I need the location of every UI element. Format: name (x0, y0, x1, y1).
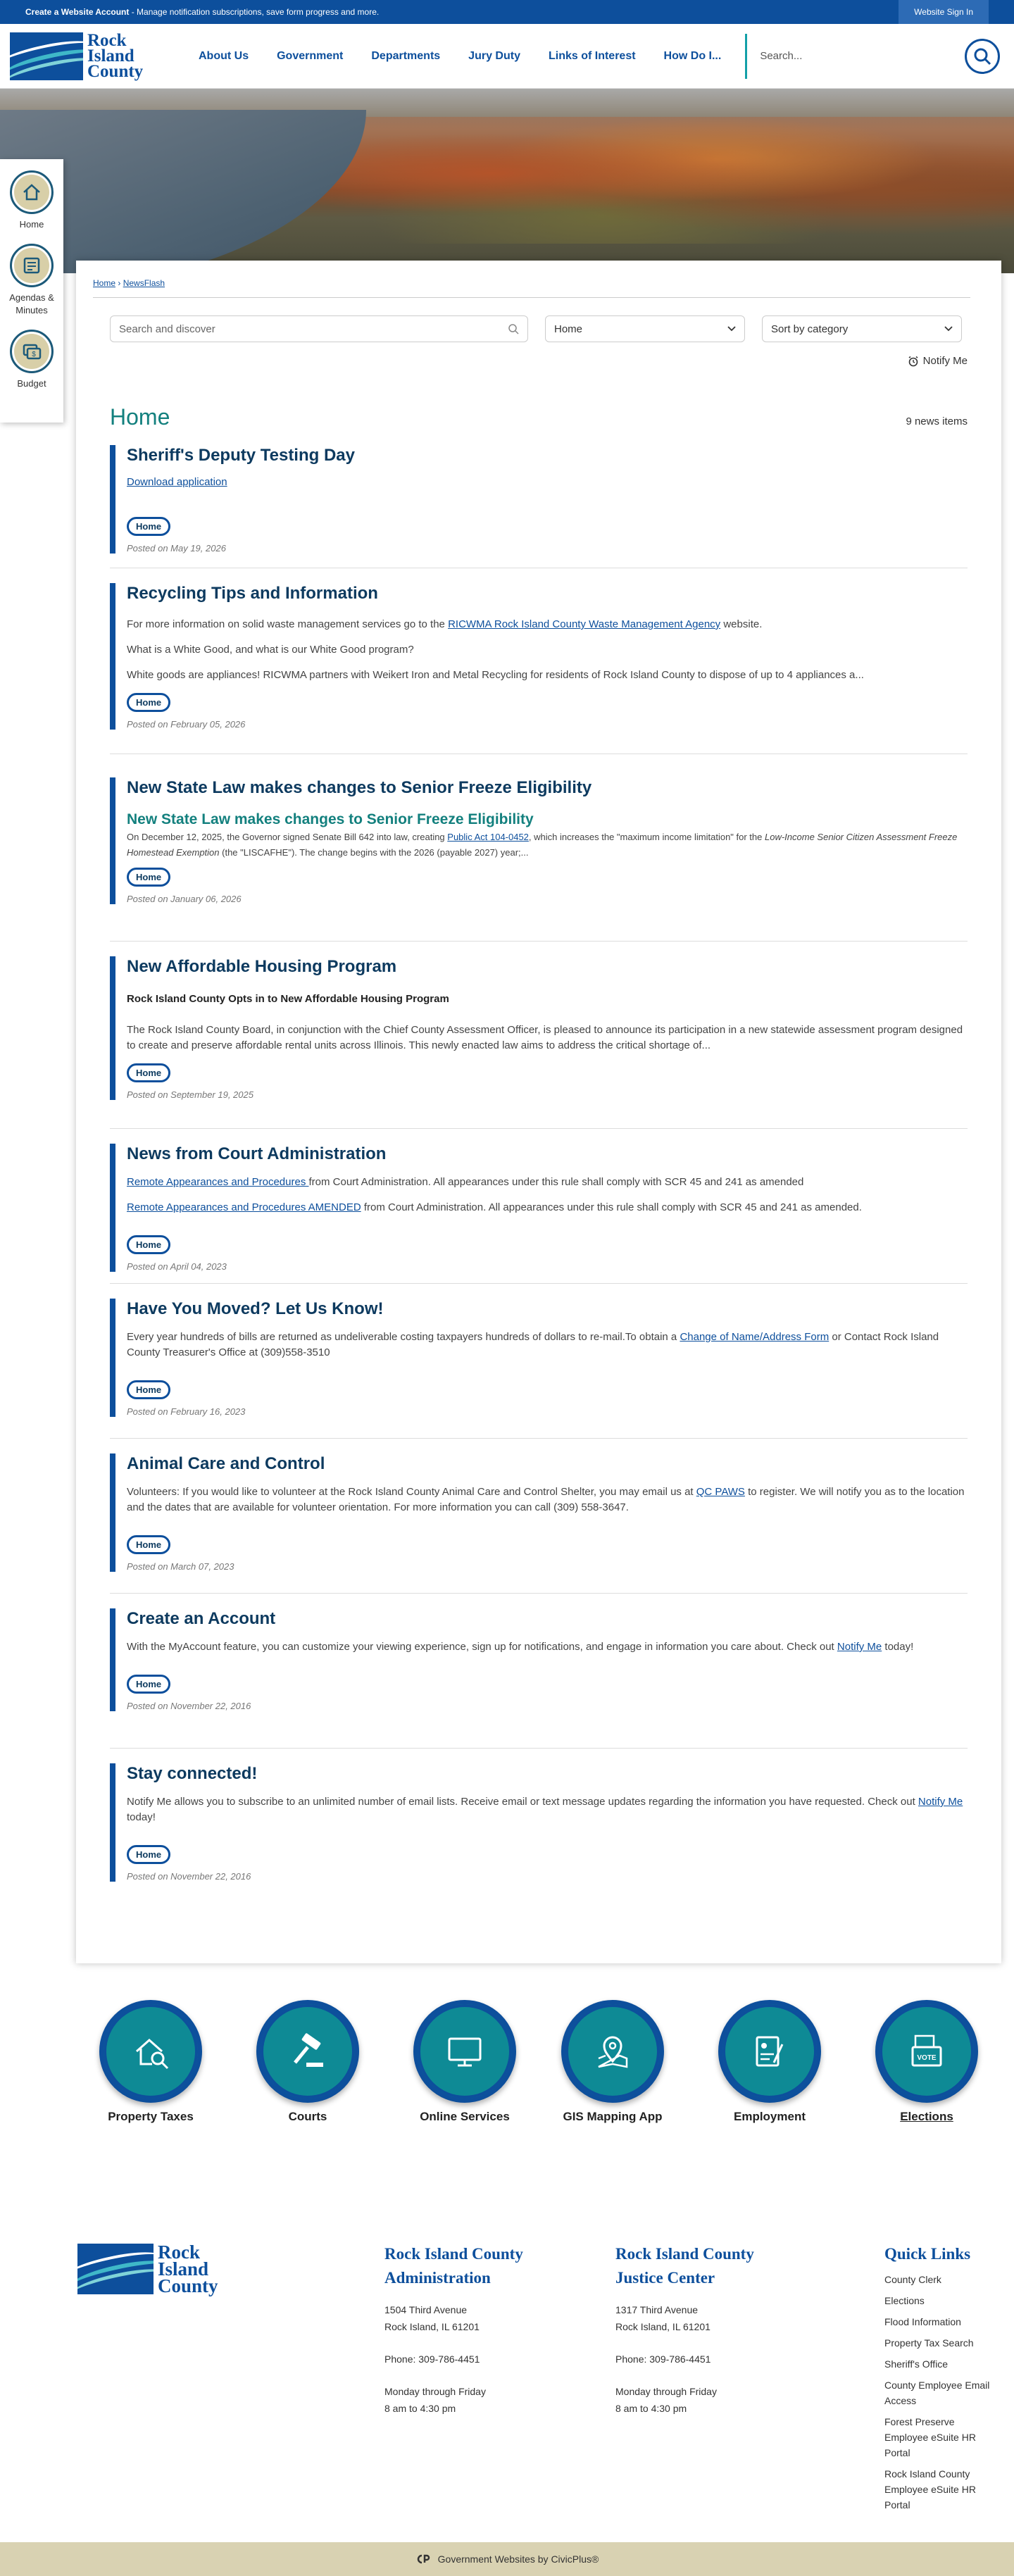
notify-me-link[interactable]: Notify Me (837, 1641, 882, 1653)
category-tag[interactable]: Home (127, 693, 170, 712)
posted-date: Posted on February 05, 2026 (127, 719, 246, 730)
application-icon (749, 2030, 791, 2072)
search-icon (973, 47, 991, 65)
change-of-address-form-link[interactable]: Change of Name/Address Form (680, 1331, 830, 1343)
budget-icon (21, 341, 42, 362)
site-search-button[interactable] (965, 39, 1000, 74)
side-quick-links (0, 159, 63, 423)
big-button-employment[interactable]: Employment (710, 2000, 830, 2124)
news-search-input[interactable]: Search and discover (110, 315, 528, 342)
list-header (110, 404, 968, 430)
news-title[interactable]: Stay connected! (127, 1764, 258, 1783)
category-tag[interactable]: Home (127, 1535, 170, 1554)
big-button-online-services[interactable]: Online Services (405, 2000, 525, 2124)
posted-date: Posted on November 22, 2016 (127, 1701, 251, 1711)
search-icon (508, 323, 519, 334)
nav-links-of-interest[interactable]: Links of Interest (548, 49, 636, 62)
news-title[interactable]: News from Court Administration (127, 1144, 387, 1163)
website-sign-in-button[interactable]: Website Sign In (899, 0, 989, 24)
hero-banner-image (0, 89, 1014, 273)
category-tag[interactable]: Home (127, 1063, 170, 1082)
quick-link-elections[interactable]: Elections (884, 2295, 925, 2306)
nav-divider (745, 34, 747, 79)
footer-admin-contact: Rock Island County Administration 1504 Third Avenue Rock Island, IL 61201 Phone: 309-786-4451 Monday through Friday 8 am to 4:30 pm (384, 2245, 523, 2414)
news-subtitle: New State Law makes changes to Senior Freeze Eligibility (127, 811, 534, 827)
quick-link-flood-information[interactable]: Flood Information (884, 2316, 961, 2327)
remote-appearances-link[interactable]: Remote Appearances and Procedures (127, 1176, 309, 1188)
civicplus-footer (0, 2542, 1014, 2576)
quick-link-property-tax-search[interactable]: Property Tax Search (884, 2337, 974, 2349)
quick-link-county-clerk[interactable]: County Clerk (884, 2274, 941, 2285)
posted-date: Posted on March 07, 2023 (127, 1561, 234, 1572)
big-button-gis-mapping[interactable]: GIS Mapping App (553, 2000, 672, 2124)
footer-logo[interactable] (77, 2244, 218, 2294)
quick-link-forest-preserve-esuite[interactable]: Forest Preserve Employee eSuite HR Portal (884, 2416, 976, 2458)
news-title[interactable]: Sheriff's Deputy Testing Day (127, 446, 355, 465)
download-application-link[interactable]: Download application (127, 476, 227, 488)
house-search-icon (130, 2030, 172, 2072)
news-title[interactable]: Have You Moved? Let Us Know! (127, 1299, 384, 1318)
notify-me-link[interactable]: Notify Me (918, 1796, 963, 1808)
news-item (110, 445, 968, 554)
monitor-icon (444, 2030, 486, 2072)
posted-date: Posted on January 06, 2026 (127, 894, 242, 904)
ricwma-link[interactable]: RICWMA Rock Island County Waste Management Agency (448, 618, 721, 630)
news-item: Stay connected! Notify Me allows you to subscribe to an unlimited number of email lists. Receive email or text message updates regarding the information you have requested. Check out Notify Me today! Home Posted on November 22, 2016 (110, 1763, 968, 1882)
logo-mark-icon (10, 32, 83, 80)
map-pin-icon (592, 2030, 634, 2072)
posted-date: Posted on April 04, 2023 (127, 1261, 227, 1272)
site-logo[interactable] (10, 32, 168, 80)
home-icon (21, 182, 42, 203)
public-act-link[interactable]: Public Act 104-0452 (447, 832, 529, 842)
breadcrumb: Home › NewsFlash (93, 278, 165, 288)
posted-date: Posted on February 16, 2023 (127, 1406, 246, 1417)
big-button-property-taxes[interactable]: Property Taxes (91, 2000, 211, 2124)
category-tag[interactable]: Home (127, 517, 170, 536)
footer-justice-contact: Rock Island County Justice Center 1317 Third Avenue Rock Island, IL 61201 Phone: 309-786-4451 Monday through Friday 8 am to 4:30 pm (615, 2245, 754, 2414)
site-header (0, 24, 1014, 89)
agenda-icon (21, 255, 42, 276)
quick-link-sheriffs-office[interactable]: Sheriff's Office (884, 2358, 949, 2370)
chevron-down-icon (727, 326, 736, 332)
posted-date: Posted on September 19, 2025 (127, 1089, 254, 1100)
news-title[interactable]: Recycling Tips and Information (127, 584, 378, 603)
quick-link-employee-email[interactable]: County Employee Email Access (884, 2380, 990, 2406)
big-buttons-row (0, 2000, 1014, 2141)
main-nav (184, 50, 735, 63)
side-link-budget[interactable]: $ Budget (0, 330, 63, 390)
news-item: Recycling Tips and Information For more information on solid waste management services go to the RICWMA Rock Island County Waste Management Agency website. What is a White Good, and what is our White Good program? White goods are appliances! RICWMA partners with Weikert Iron and Metal Recycling for residents of Rock Island County to dispose of up to 4 appliances a... Home Posted on February 05, 2026 (110, 583, 968, 730)
notify-me-link[interactable]: Notify Me (908, 355, 968, 367)
site-search-input[interactable]: Search... (760, 50, 803, 62)
remote-appearances-amended-link[interactable]: Remote Appearances and Procedures AMENDED (127, 1201, 361, 1213)
chevron-down-icon (944, 326, 953, 332)
page-title: Home (110, 404, 170, 430)
logo-text: Rock Island County (158, 2242, 218, 2296)
news-title[interactable]: New Affordable Housing Program (127, 957, 397, 976)
category-tag[interactable]: Home (127, 1380, 170, 1399)
side-link-home[interactable]: Home (0, 170, 63, 231)
nav-departments[interactable]: Departments (371, 49, 441, 62)
breadcrumb-newsflash[interactable]: NewsFlash (123, 278, 165, 288)
posted-date: Posted on November 22, 2016 (127, 1871, 251, 1882)
news-item: Have You Moved? Let Us Know! Every year hundreds of bills are returned as undeliverable costing taxpayers hundreds of dollars to re-mail.To obtain a Change of Name/Address Form or Contact Rock Island County Treasurer's Office at (309)558-3510 Home Posted on February 16, 2023 (110, 1299, 968, 1417)
nav-jury-duty[interactable]: Jury Duty (468, 49, 520, 62)
category-tag[interactable]: Home (127, 1845, 170, 1864)
quick-link-county-esuite[interactable]: Rock Island County Employee eSuite HR Portal (884, 2468, 976, 2511)
civicplus-link[interactable]: Government Websites by CivicPlus® (437, 2553, 599, 2565)
news-title[interactable]: Create an Account (127, 1609, 276, 1628)
top-notification-bar (0, 0, 1014, 24)
news-item: News from Court Administration Remote Appearances and Procedures from Court Administration. All appearances under this rule shall comply with SCR 45 and 241 as amended Remote Appearances and Procedures AMENDED from Court Administration. All appearances under this rule shall comply with SCR 45 and 241 as amended. Home Posted on April 04, 2023 (110, 1144, 968, 1272)
breadcrumb-home[interactable]: Home (93, 278, 116, 288)
news-item: Create an Account With the MyAccount feature, you can customize your viewing experience, sign up for notifications, and engage in information you care about. Check out Notify Me today! Home Posted on November 22, 2016 (110, 1608, 968, 1711)
alarm-clock-icon (908, 356, 919, 367)
gavel-icon (287, 2030, 329, 2072)
big-button-elections[interactable]: VOTE Elections (867, 2000, 987, 2124)
qc-paws-link[interactable]: QC PAWS (696, 1486, 745, 1498)
create-account-link[interactable]: Create a Website Account (25, 7, 130, 17)
news-item: New Affordable Housing Program Rock Island County Opts in to New Affordable Housing Program The Rock Island County Board, in conjunction with the Chief County Assessment Officer, is pleased to announce its participation in a new statewide assessment program designed to create and preserve affordable rental units across Illinois. This newly enacted law aims to address the critical shortage of... Home Posted on September 19, 2025 (110, 956, 968, 1100)
category-tag[interactable]: Home (127, 1235, 170, 1254)
posted-date: Posted on May 19, 2026 (127, 543, 226, 554)
news-flash-card (76, 261, 1001, 1963)
news-title[interactable]: New State Law makes changes to Senior Freeze Eligibility (127, 778, 592, 797)
nav-about-us[interactable]: About Us (199, 49, 249, 62)
big-button-courts[interactable]: Courts (248, 2000, 368, 2124)
svg-text:$: $ (32, 351, 36, 358)
news-item: Animal Care and Control Volunteers: If you would like to volunteer at the Rock Island County Animal Care and Control Shelter, you may email us at QC PAWS to register. We will notify you as to the location and the dates that are available for volunteer orientation. For more information you can call (309) 558-3647. Home Posted on March 07, 2023 (110, 1453, 968, 1572)
footer-quick-links: Quick Links County Clerk Elections Flood Information Property Tax Search Sheriff's Office County Employee Email Access Forest Preserve Employee eSuite HR Portal Rock Island County Employee eSuite HR Portal (884, 2242, 990, 2518)
category-tag[interactable]: Home (127, 868, 170, 887)
category-tag[interactable]: Home (127, 1675, 170, 1694)
filter-row (110, 315, 962, 342)
news-title[interactable]: Animal Care and Control (127, 1454, 325, 1473)
sort-select[interactable]: Sort by category (762, 315, 962, 342)
nav-how-do-i[interactable]: How Do I... (663, 49, 722, 62)
logo-mark-icon (77, 2244, 154, 2294)
news-count: 9 news items (906, 415, 968, 427)
logo-text: Rock Island County (87, 30, 144, 81)
nav-government[interactable]: Government (277, 49, 344, 62)
account-message (25, 7, 379, 17)
ballot-box-icon (906, 2030, 948, 2072)
svg-text:VOTE: VOTE (917, 2054, 937, 2062)
account-message-text: - Manage notification subscriptions, save form progress and more. (129, 7, 380, 17)
side-link-agendas-minutes[interactable]: Agendas & Minutes (0, 244, 63, 317)
civicplus-logo-icon (415, 2554, 431, 2564)
category-select[interactable]: Home (545, 315, 745, 342)
news-item: New State Law makes changes to Senior Freeze Eligibility New State Law makes changes to Senior Freeze Eligibility On December 12, 2025, the Governor signed Senate Bill 642 into law, creating Public Act 104-0452, which increases the "maximum income limitation" for the Low-Income Senior Citizen Assessment Freeze Homestead Exemption (the "LISCAFHE"). The change begins with the 2026 (payable 2027) year;... Home Posted on January 06, 2026 (110, 777, 968, 904)
